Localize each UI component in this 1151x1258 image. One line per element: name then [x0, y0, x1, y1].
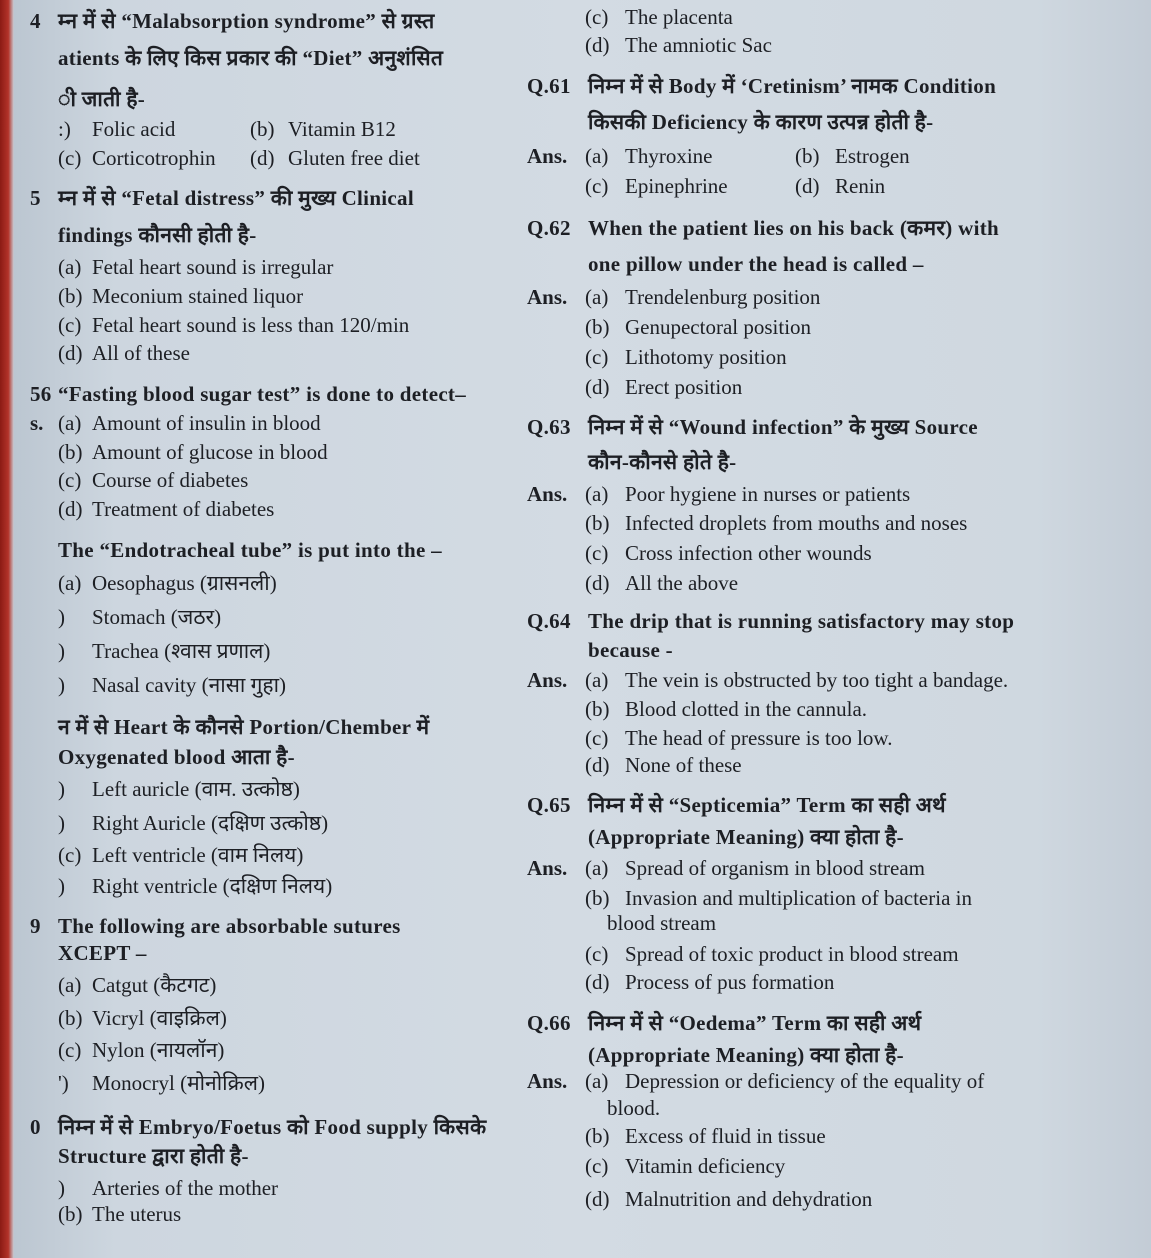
option-label: (b) [585, 1124, 610, 1148]
option-text: Fetal heart sound is irregular [92, 255, 334, 279]
option-text: Oesophagus (ग्रासनली) [92, 571, 277, 595]
option-text-continued: blood stream [607, 911, 717, 935]
option-label: :) [58, 117, 71, 141]
option-line [0, 344, 1151, 372]
option-label: (a) [585, 668, 609, 692]
question-text: one pillow under the head is called – [588, 252, 924, 276]
option-label: (a) [585, 856, 609, 880]
option-text: Process of pus formation [625, 970, 835, 994]
option-label: (d) [585, 1187, 610, 1211]
question-text: The following are absorbable sutures [58, 914, 401, 938]
option-line [0, 4, 1151, 32]
option-line [0, 667, 1151, 695]
question-text: ी जाती है- [58, 87, 146, 111]
option-label: (b) [585, 886, 610, 910]
option-label: (c) [585, 1154, 609, 1178]
answer-label: Ans. [527, 668, 568, 692]
option-label: (c) [58, 843, 82, 867]
option-label: (d) [585, 753, 610, 777]
option-text: Fetal heart sound is less than 120/min [92, 313, 410, 337]
question-line [0, 109, 1151, 137]
answer-label: Ans. [527, 285, 568, 309]
option-text: Left ventricle (वाम निलय) [92, 843, 304, 867]
option-label: (b) [58, 440, 83, 464]
question-line [0, 251, 1151, 279]
option-text: The head of pressure is too low. [625, 726, 893, 750]
question-text: म्न में से “Malabsorption syndrome” से ग्रस्त [58, 9, 435, 33]
option-text: Corticotrophin [92, 146, 216, 170]
question-line [0, 824, 1151, 852]
option-label: (b) [585, 697, 610, 721]
question-number: Q.61 [527, 74, 571, 98]
question-line [0, 637, 1151, 665]
option-label: ) [58, 811, 65, 835]
question-number: Q.65 [527, 793, 571, 817]
option-line [0, 910, 1151, 938]
question-line [0, 414, 1151, 442]
option-label: (a) [58, 411, 82, 435]
option-label: (d) [585, 33, 610, 57]
option-label: (c) [585, 541, 609, 565]
question-line [0, 792, 1151, 820]
question-number: 4 [30, 9, 41, 33]
option-text: Vitamin deficiency [625, 1154, 786, 1178]
option-line [0, 540, 1151, 568]
option-label: (c) [58, 146, 82, 170]
option-label: ) [58, 673, 65, 697]
option-text-continued: blood. [607, 1096, 661, 1120]
question-text: निम्न में से “Septicemia” Term का सही अर्थ [588, 793, 946, 817]
answer-label: Ans. [527, 144, 568, 168]
option-text: Cross infection other wounds [625, 541, 872, 565]
option-line [0, 752, 1151, 780]
option-line [0, 570, 1151, 598]
question-text: निम्न में से Embryo/Foetus को Food supply किसके [58, 1115, 487, 1139]
option-text: Stomach (जठर) [92, 605, 222, 629]
option-text: Poor hygiene in nurses or patients [625, 482, 911, 506]
option-text: None of these [625, 753, 742, 777]
option-text: Nylon (नायलॉन) [92, 1038, 225, 1062]
option-label: (c) [58, 313, 82, 337]
option-text: Estrogen [835, 144, 910, 168]
question-text: (Appropriate Meaning) क्या होता है- [588, 825, 904, 849]
question-number: Q.66 [527, 1011, 571, 1035]
option-line [0, 143, 1151, 171]
option-text: Trendelenburg position [625, 285, 821, 309]
option-label: (a) [585, 285, 609, 309]
option-label: (a) [585, 482, 609, 506]
option-label: (c) [585, 174, 609, 198]
option-line [0, 510, 1151, 538]
option-label: ') [58, 1071, 69, 1095]
option-label: (a) [585, 1069, 609, 1093]
option-label: (d) [795, 174, 820, 198]
question-number: Q.63 [527, 415, 571, 439]
option-text: Invasion and multiplication of bacteria in [625, 886, 972, 910]
question-text: When the patient lies on his back (कमर) with [588, 216, 1000, 240]
option-line [0, 1123, 1151, 1151]
question-line [0, 449, 1151, 477]
option-label: (a) [58, 255, 82, 279]
option-text: Amount of insulin in blood [92, 411, 321, 435]
question-number: s. [30, 411, 44, 435]
option-label: ) [58, 605, 65, 629]
question-text: Oxygenated blood आता है- [58, 745, 295, 769]
option-label: (a) [585, 144, 609, 168]
option-line [0, 374, 1151, 402]
option-label: (a) [58, 571, 82, 595]
option-label: (c) [585, 726, 609, 750]
option-text: Course of diabetes [92, 468, 249, 492]
option-line [0, 1186, 1151, 1214]
question-text: म्न में से “Fetal distress” की मुख्य Clinical [58, 186, 414, 210]
option-text: Spread of toxic product in blood stream [625, 942, 959, 966]
question-number: 9 [30, 914, 41, 938]
option-line [0, 885, 1151, 913]
option-label: (b) [585, 511, 610, 535]
option-text: Monocryl (मोनोक्रिल) [92, 1071, 265, 1095]
question-text: निम्न में से “Wound infection” के मुख्य Source [588, 415, 978, 439]
question-line [0, 1042, 1151, 1070]
option-text: Thyroxine [625, 144, 713, 168]
answer-label: Ans. [527, 856, 568, 880]
option-text: Malnutrition and dehydration [625, 1187, 873, 1211]
option-text: Arteries of the mother [92, 1176, 279, 1200]
option-label: (d) [58, 497, 83, 521]
option-text: Renin [835, 174, 886, 198]
option-label: (c) [585, 345, 609, 369]
option-text: Meconium stained liquor [92, 284, 304, 308]
option-text: Nasal cavity (नासा गुहा) [92, 673, 287, 697]
option-label: (d) [58, 341, 83, 365]
option-line [0, 481, 1151, 509]
option-label: (c) [585, 942, 609, 966]
question-text: XCEPT – [58, 941, 147, 965]
option-text: Spread of organism in blood stream [625, 856, 925, 880]
option-text: Right Auricle (दक्षिण उत्कोष्ठ) [92, 811, 329, 835]
option-line [0, 941, 1151, 969]
option-label: ) [58, 874, 65, 898]
option-text: Trachea (श्वास प्रणाल) [92, 639, 271, 663]
option-text: Vitamin B12 [288, 117, 396, 141]
option-text: Treatment of diabetes [92, 497, 275, 521]
question-number: 5 [30, 186, 41, 210]
option-label: (b) [585, 315, 610, 339]
option-text: Genupectoral position [625, 315, 812, 339]
answer-label: Ans. [527, 1069, 568, 1093]
option-label: (b) [58, 1006, 83, 1030]
option-label: (d) [585, 375, 610, 399]
option-line [0, 725, 1151, 753]
question-text: (Appropriate Meaning) क्या होता है- [588, 1043, 904, 1067]
question-number: Q.64 [527, 609, 571, 633]
option-label: (d) [585, 970, 610, 994]
option-line [0, 969, 1151, 997]
question-line [0, 1010, 1151, 1038]
question-number: 0 [30, 1115, 41, 1139]
option-label: (c) [58, 1038, 82, 1062]
option-label: (a) [58, 973, 82, 997]
option-text: Right ventricle (दक्षिण निलय) [92, 874, 333, 898]
question-text: Structure द्वारा होती है- [58, 1144, 249, 1168]
question-line [0, 608, 1151, 636]
option-text: Lithotomy position [625, 345, 787, 369]
question-text: कौन-कौनसे होते है- [588, 450, 737, 474]
question-text: निम्न में से Body में ‘Cretinism’ नामक Condition [588, 74, 997, 98]
option-line [0, 1068, 1151, 1096]
option-text: Amount of glucose in blood [92, 440, 328, 464]
answer-label: Ans. [527, 482, 568, 506]
option-label: ) [58, 1176, 65, 1200]
option-line [0, 855, 1151, 883]
option-label: (d) [585, 571, 610, 595]
question-text: The drip that is running satisfactory may stop [588, 609, 1015, 633]
option-label: ) [58, 639, 65, 663]
question-text: किसकी Deficiency के कारण उत्पन्न होती है- [588, 110, 934, 134]
question-text: findings कौनसी होती है- [58, 223, 257, 247]
question-text: न में से Heart के कौनसे Portion/Chember में [58, 715, 430, 739]
option-line [0, 1095, 1151, 1123]
option-text: The vein is obstructed by too tight a bandage. [625, 668, 1009, 692]
option-label: (c) [58, 468, 82, 492]
option-label: (b) [58, 284, 83, 308]
option-text: The placenta [625, 5, 733, 29]
option-text: Depression or deficiency of the equality of [625, 1069, 985, 1093]
option-label: (b) [58, 1202, 83, 1226]
option-text: Catgut (कैटगट) [92, 973, 217, 997]
option-text: Excess of fluid in tissue [625, 1124, 826, 1148]
option-text: Left auricle (वाम. उत्कोष्ठ) [92, 777, 300, 801]
option-label: (c) [585, 5, 609, 29]
option-label: (d) [250, 146, 275, 170]
question-number: Q.62 [527, 216, 571, 240]
question-text: “Fasting blood sugar test” is done to detect– [58, 382, 467, 406]
option-text: All of these [92, 341, 190, 365]
option-label: (b) [795, 144, 820, 168]
option-text: All the above [625, 571, 739, 595]
question-text: निम्न में से “Oedema” Term का सही अर्थ [588, 1011, 922, 1035]
question-number: 56 [30, 382, 52, 406]
option-text: Vicryl (वाइक्रिल) [92, 1006, 227, 1030]
option-line [0, 284, 1151, 312]
option-text: Infected droplets from mouths and noses [625, 511, 968, 535]
option-text: The uterus [92, 1202, 182, 1226]
option-label: ) [58, 777, 65, 801]
option-line [0, 1153, 1151, 1181]
option-text: Epinephrine [625, 174, 728, 198]
question-line [0, 73, 1151, 101]
option-line [0, 173, 1151, 201]
question-text: The “Endotracheal tube” is put into the – [58, 538, 442, 562]
option-line [0, 696, 1151, 724]
option-text: The amniotic Sac [625, 33, 772, 57]
question-line [0, 215, 1151, 243]
option-text: Folic acid [92, 117, 176, 141]
option-line [0, 32, 1151, 60]
option-text: Erect position [625, 375, 743, 399]
option-label: (b) [250, 117, 275, 141]
option-line [0, 314, 1151, 342]
question-text: atients के लिए किस प्रकार की “Diet” अनुशंसित [58, 46, 444, 70]
option-text: Blood clotted in the cannula. [625, 697, 868, 721]
option-text: Gluten free diet [288, 146, 420, 170]
question-text: because - [588, 638, 673, 662]
